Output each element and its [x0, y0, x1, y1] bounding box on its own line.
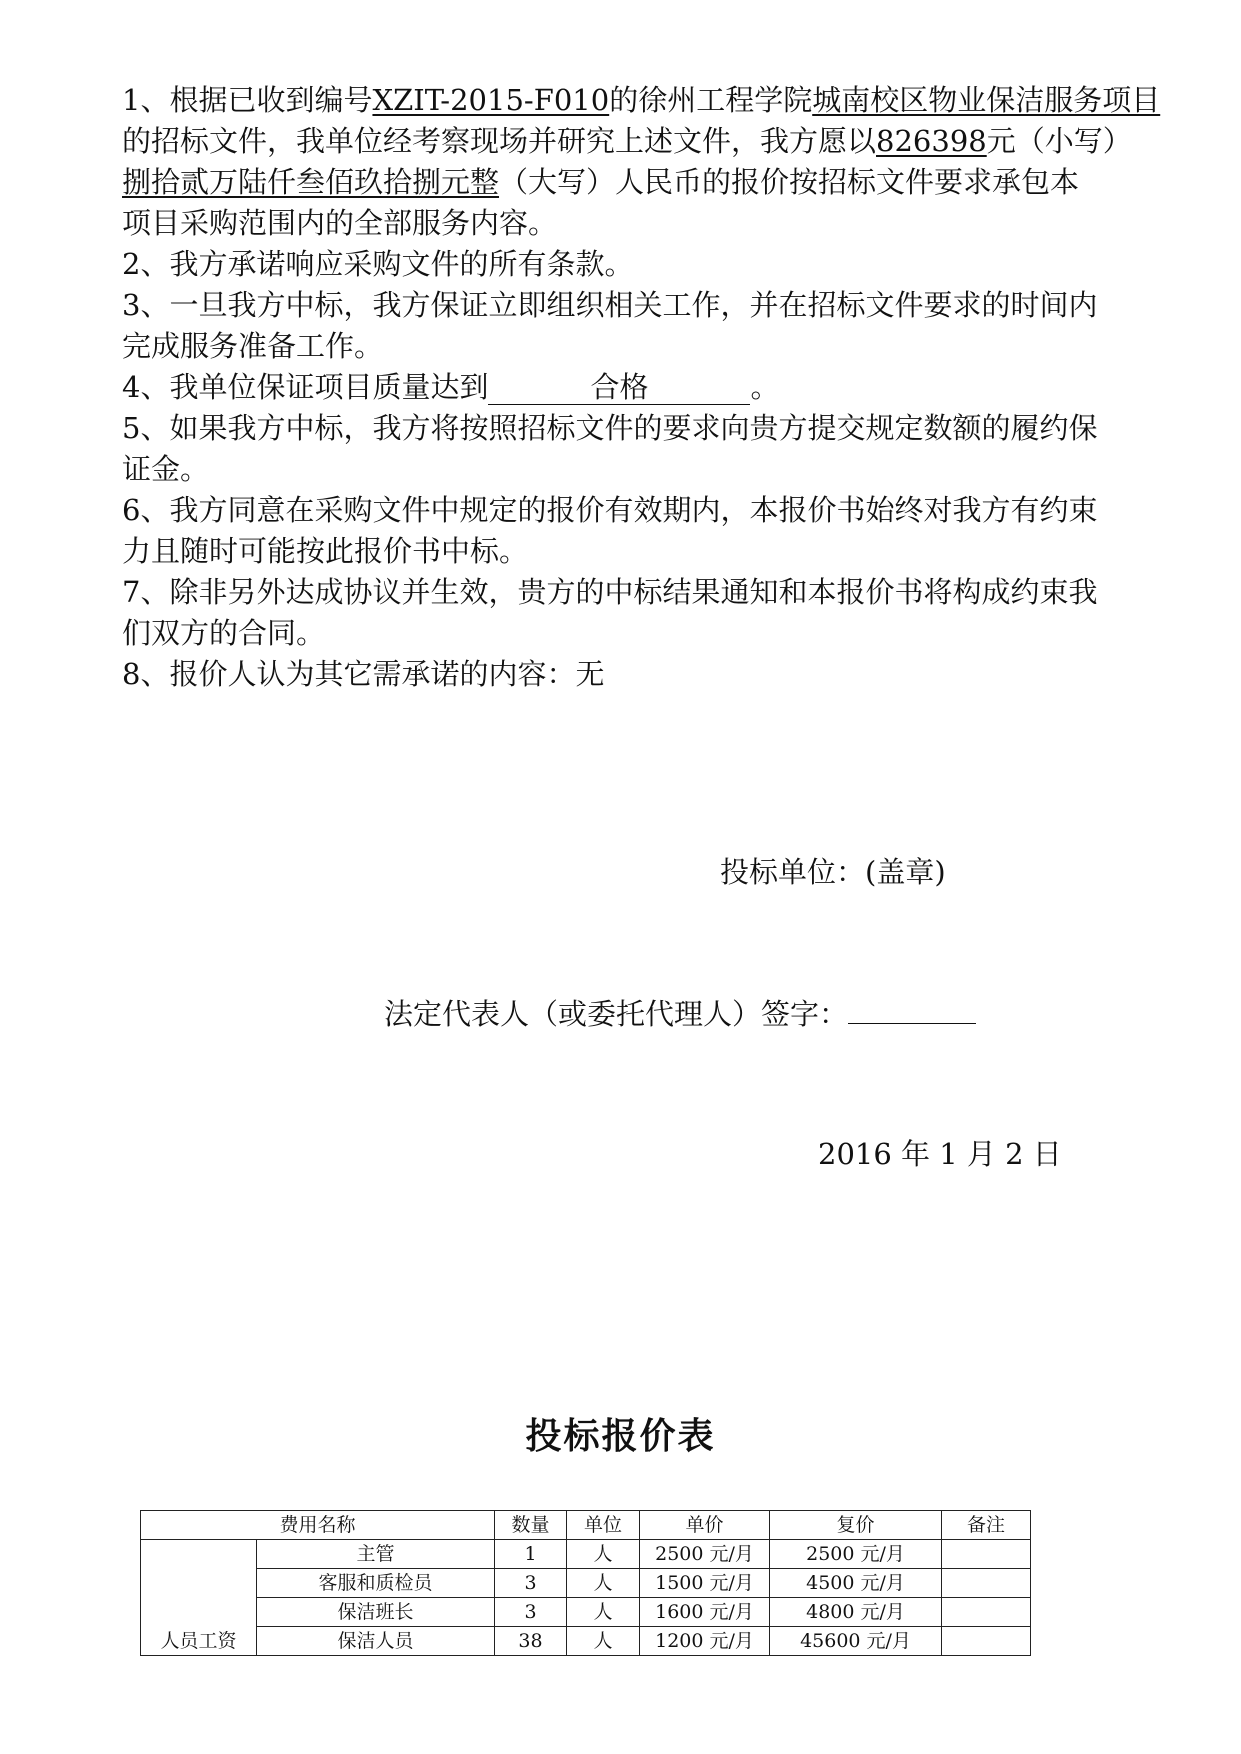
row-price: 2500 元/月 [640, 1540, 770, 1569]
row-total: 45600 元/月 [770, 1627, 942, 1656]
c3-line1: 3、一旦我方中标，我方保证立即组织相关工作，并在招标文件要求的时间内 [122, 288, 1098, 322]
c7-line1: 7、除非另外达成协议并生效，贵方的中标结果通知和本报价书将构成约束我 [122, 575, 1098, 609]
row-name: 客服和质检员 [257, 1569, 495, 1598]
row-total: 4500 元/月 [770, 1569, 942, 1598]
row-qty: 38 [495, 1627, 567, 1656]
row-total: 4800 元/月 [770, 1598, 942, 1627]
row-qty: 3 [495, 1598, 567, 1627]
c8-text: 8、报价人认为其它需承诺的内容：无 [122, 657, 605, 691]
row-name: 保洁人员 [257, 1627, 495, 1656]
row-remark [942, 1627, 1031, 1656]
commitment-6 [122, 490, 1162, 572]
representative-signature [384, 992, 976, 1033]
c1-line2-b: 元（小写） [986, 124, 1132, 158]
c1-line4: 项目采购范围内的全部服务内容。 [122, 206, 558, 240]
c1-line3-b: （大写）人民币的报价按招标文件要求承包本 [499, 165, 1080, 199]
header-quantity: 数量 [495, 1511, 567, 1540]
commitment-1 [122, 80, 1162, 244]
row-price: 1500 元/月 [640, 1569, 770, 1598]
commitment-5 [122, 408, 1162, 490]
row-unit: 人 [567, 1627, 640, 1656]
project-name: 城南校区物业保洁服务项目 [812, 83, 1161, 117]
table-row [141, 1627, 1031, 1656]
row-remark [942, 1540, 1031, 1569]
quality-level: 合格 [488, 370, 750, 405]
bidder-seal-label: 投标单位：(盖章) [720, 855, 946, 889]
sign-date: 2016 年 1 月 2 日 [818, 1137, 1062, 1171]
row-price: 1200 元/月 [640, 1627, 770, 1656]
c5-line2: 证金。 [122, 452, 210, 486]
commitment-8 [122, 654, 1162, 695]
c7-line2: 们双方的合同。 [122, 616, 326, 650]
row-total: 2500 元/月 [770, 1540, 942, 1569]
row-unit: 人 [567, 1598, 640, 1627]
c2-text: 2、我方承诺响应采购文件的所有条款。 [122, 247, 634, 281]
c1-mid: 的徐州工程学院 [609, 83, 813, 117]
table-row [141, 1569, 1031, 1598]
commitment-2 [122, 244, 1162, 285]
c4-suffix: 。 [750, 370, 780, 404]
signature-blank [848, 993, 976, 1024]
c1-line2-a: 的招标文件，我单位经考察现场并研究上述文件，我方愿以 [122, 124, 877, 158]
c6-line2: 力且随时可能按此报价书中标。 [122, 534, 529, 568]
amount-capital: 捌拾贰万陆仟叁佰玖拾捌元整 [122, 165, 500, 199]
row-qty: 3 [495, 1569, 567, 1598]
amount-small: 826398 [876, 124, 987, 158]
header-unit-price: 单价 [640, 1511, 770, 1540]
row-name: 保洁班长 [257, 1598, 495, 1627]
c3-line2: 完成服务准备工作。 [122, 329, 384, 363]
group-label-wages: 人员工资 [141, 1540, 257, 1656]
commitment-3 [122, 285, 1162, 367]
table-header-row [141, 1511, 1031, 1540]
quote-table [140, 1510, 1031, 1656]
header-unit: 单位 [567, 1511, 640, 1540]
row-name: 主管 [257, 1540, 495, 1569]
representative-label: 法定代表人（或委托代理人）签字： [384, 997, 849, 1031]
c6-line1: 6、我方同意在采购文件中规定的报价有效期内，本报价书始终对我方有约束 [122, 493, 1098, 527]
row-remark [942, 1598, 1031, 1627]
tender-code: XZIT-2015-F010 [372, 83, 610, 117]
header-total-price: 复价 [770, 1511, 942, 1540]
row-remark [942, 1569, 1031, 1598]
row-price: 1600 元/月 [640, 1598, 770, 1627]
commitment-7 [122, 572, 1162, 654]
header-item-name: 费用名称 [141, 1511, 495, 1540]
quote-table-title: 投标报价表 [525, 1415, 716, 1457]
row-qty: 1 [495, 1540, 567, 1569]
header-remark: 备注 [942, 1511, 1031, 1540]
c1-prefix: 1、根据已收到编号 [122, 83, 373, 117]
row-unit: 人 [567, 1569, 640, 1598]
commitment-4 [122, 367, 1162, 408]
table-row [141, 1540, 1031, 1569]
c4-prefix: 4、我单位保证项目质量达到 [122, 370, 489, 404]
row-unit: 人 [567, 1540, 640, 1569]
c5-line1: 5、如果我方中标，我方将按照招标文件的要求向贵方提交规定数额的履约保 [122, 411, 1098, 445]
table-row [141, 1598, 1031, 1627]
